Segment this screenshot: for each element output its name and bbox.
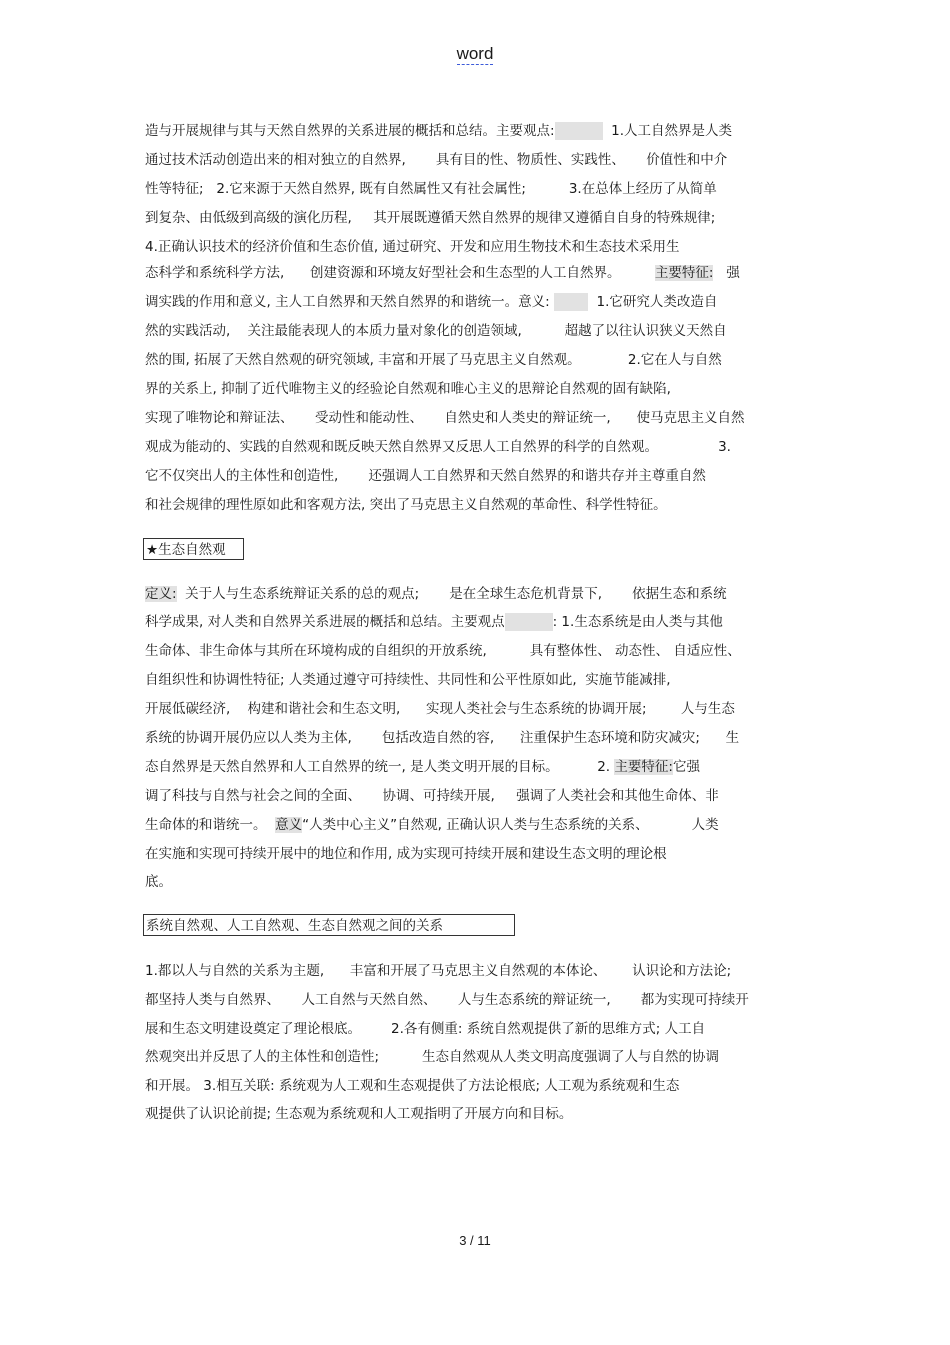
text-line: 态自然界是天然自然界和人工自然界的统一, 是人类文明开展的目标。 2. 主要特征:它强: [145, 759, 700, 775]
text-line: 然观突出并反思了人的主体性和创造性; 生态自然观从人类文明高度强调了人与自然的协调: [145, 1049, 719, 1065]
text-line: 然的围, 拓展了天然自然观的研究领域, 丰富和开展了马克思主义自然观。 2.它在人与自然: [145, 352, 722, 368]
text-line: 观提供了认识论前提; 生态观为系统观和人工观指明了开展方向和目标。: [145, 1106, 573, 1122]
text-line: 造与开展规律与其与天然自然界的关系进展的概括和总结。主要观点: 1.人工自然界是人类: [145, 123, 733, 139]
text-line: 性等特征; 2.它来源于天然自然界, 既有自然属性又有社会属性; 3.在总体上经历了从简单: [145, 181, 717, 197]
header-title: word: [456, 44, 494, 63]
text-line: 4.正确认识技术的经济价值和生态价值, 通过研究、开发和应用生物技术和生态技术采用生: [145, 239, 680, 255]
text-line: 在实施和实现可持续开展中的地位和作用, 成为实现可持续开展和建设生态文明的理论根: [145, 846, 667, 862]
text-line: 生命体、非生命体与其所在环境构成的自组织的开放系统, 具有整体性、 动态性、 自适应性、: [145, 643, 741, 659]
text-line: 它不仅突出人的主体性和创造性, 还强调人工自然界和天然自然界的和谐共存并主尊重自然: [145, 468, 706, 484]
text-line: 和开展。 3.相互关联: 系统观为人工观和生态观提供了方法论根底; 人工观为系统观和生态: [145, 1078, 680, 1094]
section-heading-relations: 系统自然观、人工自然观、生态自然观之间的关系: [143, 914, 515, 936]
text-line: 调实践的作用和意义, 主人工自然界和天然自然界的和谐统一。意义: 1.它研究人类改造自: [145, 294, 718, 310]
text-line: 态科学和系统科学方法, 创建资源和环境友好型社会和生态型的人工自然界。 主要特征: 强: [145, 265, 740, 281]
text-line: 观成为能动的、实践的自然观和既反映天然自然界又反思人工自然界的科学的自然观。 3.: [145, 439, 731, 455]
text-line: 1.都以人与自然的关系为主题, 丰富和开展了马克思主义自然观的本体论、 认识论和方法论;: [145, 963, 732, 979]
text-line: 然的实践活动, 关注最能表现人的本质力量对象化的创造领域, 超越了以往认识狭义天然自: [145, 323, 727, 339]
text-line: 自组织性和协调性特征; 人类通过遵守可持续性、共同性和公平性原如此, 实施节能减排,: [145, 672, 671, 688]
text-line: 实现了唯物论和辩证法、 受动性和能动性、 自然史和人类史的辩证统一, 使马克思主义自然: [145, 410, 745, 426]
text-line: 系统的协调开展仍应以人类为主体, 包括改造自然的容, 注重保护生态环境和防灾减灾; 生: [145, 730, 740, 746]
text-line: 到复杂、由低级到高级的演化历程, 其开展既遵循天然自然界的规律又遵循自自身的特殊规律;: [145, 210, 716, 226]
highlight-mark: [555, 122, 603, 140]
text-line: 科学成果, 对人类和自然界关系进展的概括和总结。主要观点 : 1.生态系统是由人类与其他: [145, 614, 723, 630]
highlight-mark: [505, 613, 553, 631]
text-line: 生命体的和谐统一。 意义“人类中心主义”自然观, 正确认识人类与生态系统的关系、 人类: [145, 817, 719, 833]
text-line: 定义: 关于人与生态系统辩证关系的总的观点; 是在全球生态危机背景下, 依据生态和系统: [145, 586, 727, 602]
text-line: 和社会规律的理性原如此和客观方法, 突出了马克思主义自然观的革命性、科学性特征。: [145, 497, 667, 513]
section-heading-eco-nature: ★生态自然观: [143, 538, 244, 560]
highlight-mark: [554, 293, 588, 311]
text-line: 通过技术活动创造出来的相对独立的自然界, 具有目的性、物质性、实践性、 价值性和中介: [145, 152, 728, 168]
text-line: 都坚持人类与自然界、 人工自然与天然自然、 人与生态系统的辩证统一, 都为实现可持续开: [145, 992, 749, 1008]
text-line: 调了科技与自然与社会之间的全面、 协调、可持续开展, 强调了人类社会和其他生命体、非: [145, 788, 719, 804]
page-number: 3 / 11: [459, 1233, 491, 1248]
text-line: 开展低碳经济, 构建和谐社会和生态文明, 实现人类社会与生态系统的协调开展; 人与生态: [145, 701, 735, 717]
text-line: 界的关系上, 抑制了近代唯物主义的经验论自然观和唯心主义的思辩论自然观的固有缺陷,: [145, 381, 671, 397]
page-header: [0, 44, 950, 64]
text-line: 底。: [145, 874, 172, 890]
text-line: 展和生态文明建设奠定了理论根底。 2.各有侧重: 系统自然观提供了新的思维方式; 人工自: [145, 1021, 706, 1037]
